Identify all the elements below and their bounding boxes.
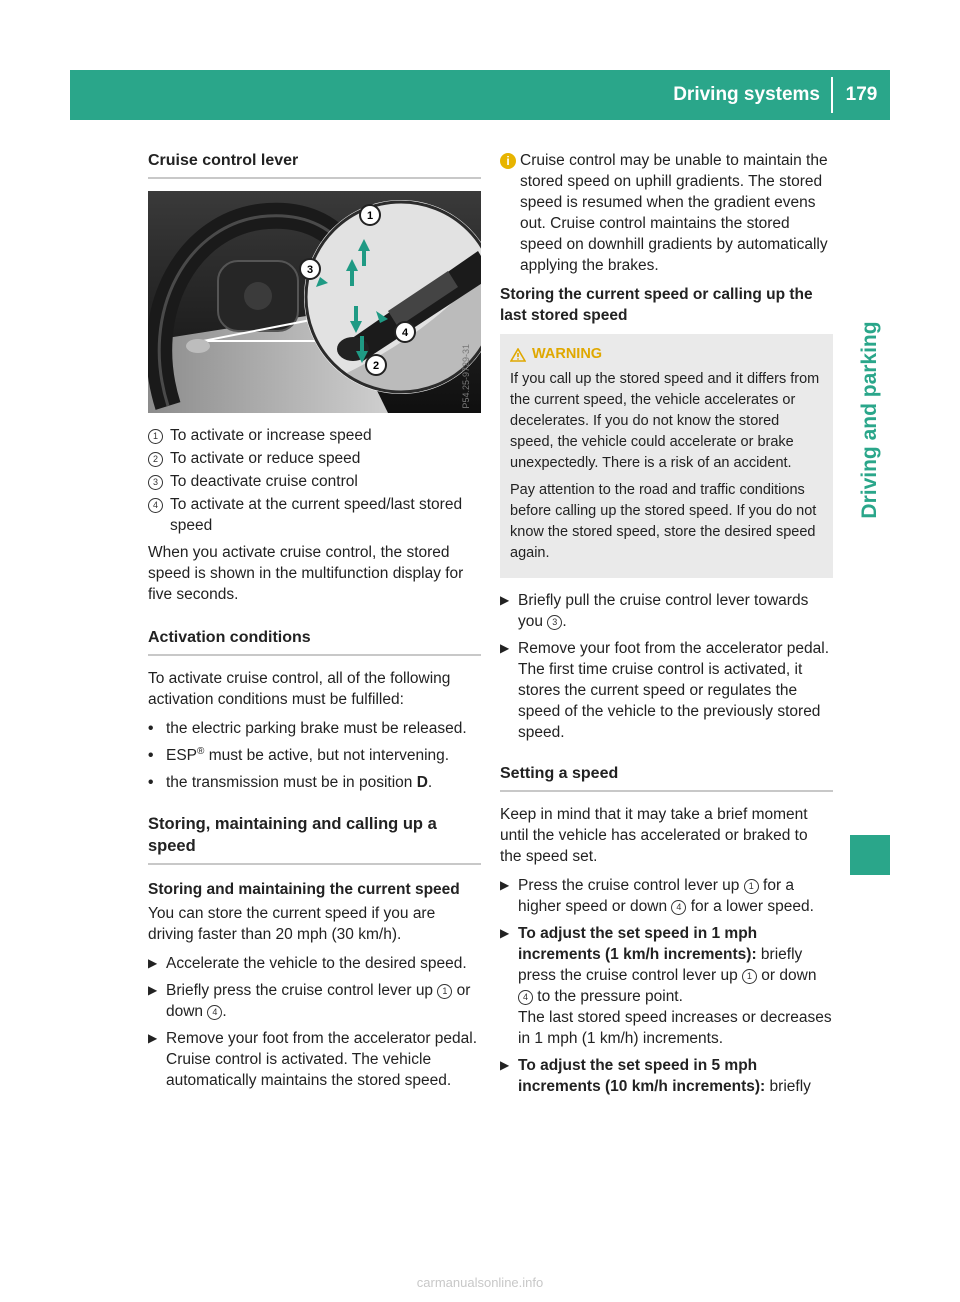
legend-item: 4 To activate at the current speed/last stored speed	[148, 494, 481, 536]
cruise-control-lever-figure	[148, 191, 481, 413]
step-arrow-icon: ▶	[500, 1058, 510, 1072]
callout-number: 2	[148, 452, 163, 467]
legend-item: 2 To activate or reduce speed	[148, 448, 481, 469]
instruction-step: ▶ Press the cruise control lever up 1 for a higher speed or down 4 for a lower speed.	[500, 877, 814, 915]
figure-code: P54.25-9729-31	[461, 344, 471, 409]
callout-2: 2	[372, 360, 380, 372]
callout-4: 4	[401, 327, 409, 339]
callout-number: 1	[742, 969, 757, 984]
legend-item: 1 To activate or increase speed	[148, 425, 481, 446]
warning-text: Pay attention to the road and traffic conditions before calling up the stored speed. If you do not know the stored speed, store the desired speed again.	[510, 482, 817, 561]
lever-illustration	[148, 191, 481, 413]
paragraph: To activate cruise control, all of the following activation conditions must be fulfilled:	[148, 670, 451, 708]
step-arrow-icon: ▶	[500, 926, 510, 940]
callout-number: 4	[518, 990, 533, 1005]
info-note: i Cruise control may be unable to maintain the stored speed on uphill gradients. The stored speed is resumed when the gradient evens out. Cruise control maintains the stored speed on downhill gradients by automatically applying the brakes.	[500, 150, 833, 276]
legend-item: 3 To deactivate cruise control	[148, 471, 481, 492]
footer-watermark: carmanualsonline.info	[416, 1275, 544, 1290]
page-header	[70, 70, 890, 120]
section-marker	[850, 835, 890, 875]
paragraph: When you activate cruise control, the stored speed is shown in the multifunction display for five seconds.	[148, 544, 464, 603]
instruction-step: ▶ Remove your foot from the accelerator pedal. The first time cruise control is activated, it stores the current speed or regulates the speed of the vehicle to the previously stored speed.	[500, 640, 830, 741]
chapter-title: Driving systems	[673, 84, 820, 105]
callout-legend	[148, 425, 481, 536]
info-icon: i	[500, 153, 516, 169]
section-heading-lever: Cruise control lever	[148, 150, 481, 179]
section-heading-setting: Setting a speed	[500, 763, 833, 792]
warning-title: WARNING	[532, 346, 603, 362]
callout-1: 1	[366, 210, 374, 222]
instruction-step: ▶ Briefly press the cruise control lever up 1 or down 4 .	[148, 982, 471, 1020]
section-heading-storing: Storing, maintaining and calling up a speed	[148, 813, 481, 865]
callout-number: 4	[148, 498, 163, 513]
callout-number: 1	[148, 429, 163, 444]
page-number: 179	[845, 84, 878, 105]
section-side-tab-label: Driving and parking	[858, 321, 881, 519]
instruction-step: ▶ Accelerate the vehicle to the desired speed.	[148, 955, 467, 972]
callout-number: 4	[671, 900, 686, 915]
callout-number: 4	[207, 1005, 222, 1020]
paragraph: Keep in mind that it may take a brief moment until the vehicle has accelerated or braked to the speed set.	[500, 806, 808, 865]
callout-3: 3	[306, 264, 314, 276]
list-item: • the electric parking brake must be released.	[148, 720, 467, 737]
instruction-step: ▶ To adjust the set speed in 5 mph increments (10 km/h increments): briefly	[500, 1057, 811, 1095]
instruction-step: ▶ To adjust the set speed in 1 mph increments (1 km/h increments): briefly press the cruise control lever up 1 or down 4 to the pressure point. The last stored speed increases or decreases in 1 mph (1 km/h) increments.	[500, 925, 832, 1047]
callout-number: 3	[148, 475, 163, 490]
bullet-icon: •	[148, 747, 154, 764]
callout-number: 3	[547, 615, 562, 630]
callout-number: 1	[744, 879, 759, 894]
step-arrow-icon: ▶	[500, 593, 510, 607]
step-arrow-icon: ▶	[148, 1031, 158, 1045]
warning-triangle-icon	[510, 348, 526, 362]
subheading-storing-current: Storing and maintaining the current speed	[148, 881, 460, 898]
right-column	[500, 150, 833, 1103]
bullet-icon: •	[148, 774, 154, 791]
warning-text: If you call up the stored speed and it differs from the current speed, the vehicle accelerates or decelerates. If you do not know the stored speed, the vehicle could accelerate or brake unexpectedly. There is a risk of an accident.	[510, 371, 820, 471]
warning-box	[500, 334, 833, 578]
callout-number: 1	[437, 984, 452, 999]
section-heading-activation: Activation conditions	[148, 627, 481, 656]
list-item: • ESP® must be active, but not intervening.	[148, 745, 450, 764]
step-arrow-icon: ▶	[148, 983, 158, 997]
instruction-step: ▶ Remove your foot from the accelerator pedal. Cruise control is activated. The vehicle automatically maintains the stored speed.	[148, 1030, 478, 1089]
step-arrow-icon: ▶	[500, 878, 510, 892]
bullet-icon: •	[148, 720, 154, 737]
instruction-step: ▶ Briefly pull the cruise control lever towards you 3 .	[500, 592, 809, 630]
section-side-tab	[850, 230, 890, 610]
paragraph: You can store the current speed if you are driving faster than 20 mph (30 km/h).	[148, 905, 436, 943]
step-arrow-icon: ▶	[500, 641, 510, 655]
subheading-storing-last: Storing the current speed or calling up the last stored speed	[500, 286, 813, 324]
list-item: • the transmission must be in position D.	[148, 774, 433, 791]
left-column	[148, 150, 481, 1097]
step-arrow-icon: ▶	[148, 956, 158, 970]
